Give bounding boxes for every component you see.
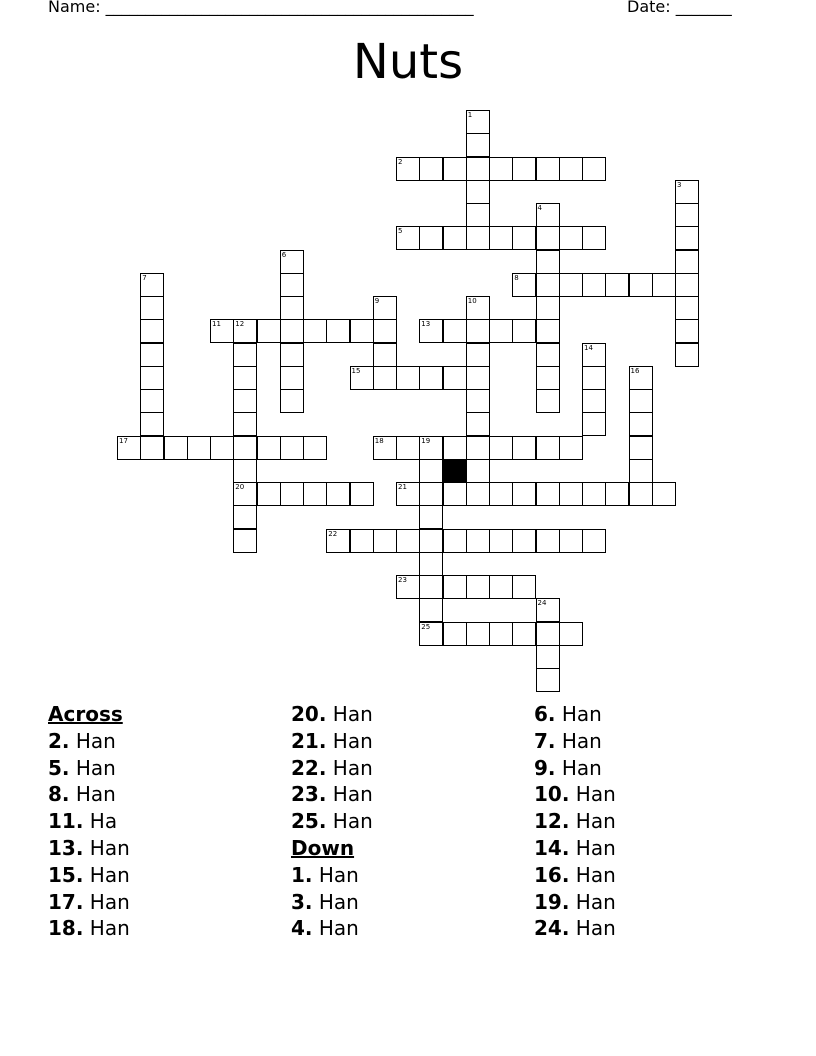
grid-cell[interactable]: [140, 389, 164, 413]
grid-cell[interactable]: [629, 412, 653, 436]
grid-cell[interactable]: [233, 389, 257, 413]
grid-cell[interactable]: [396, 436, 420, 460]
grid-cell[interactable]: [443, 622, 467, 646]
grid-cell[interactable]: [559, 157, 583, 181]
grid-cell[interactable]: [233, 366, 257, 390]
grid-cell[interactable]: [466, 157, 490, 181]
clue-number: 23: [398, 576, 407, 584]
clue-number: 15: [351, 366, 361, 375]
clue-down-1: 1. Han: [291, 862, 359, 887]
grid-cell[interactable]: [233, 319, 257, 343]
grid-cell[interactable]: [396, 226, 420, 250]
grid-cell[interactable]: [466, 436, 490, 460]
grid-cell[interactable]: [559, 482, 583, 506]
grid-cell[interactable]: [675, 343, 699, 367]
grid-cell[interactable]: [536, 529, 560, 553]
grid-cell[interactable]: [350, 482, 374, 506]
grid-cell[interactable]: [350, 366, 374, 390]
grid-cell[interactable]: [280, 436, 304, 460]
grid-cell[interactable]: [280, 366, 304, 390]
clue-number: 9: [374, 297, 380, 305]
grid-cell[interactable]: [303, 319, 327, 343]
clue-number: 17: [119, 436, 128, 445]
clue-number: 14: [584, 343, 593, 352]
clue-down-4: 4. Han: [291, 916, 359, 941]
grid-cell[interactable]: [489, 157, 513, 181]
grid-cell[interactable]: [419, 575, 443, 599]
clue-across-23: 23. Han: [291, 782, 373, 807]
clue-number: 18: [374, 436, 384, 445]
grid-cell[interactable]: [512, 273, 536, 297]
grid-cell[interactable]: [466, 180, 490, 204]
clue-down-12: 12. Han: [534, 809, 616, 834]
clue-number: 3: [677, 180, 682, 189]
grid-cell[interactable]: [489, 622, 513, 646]
grid-cell[interactable]: [419, 436, 443, 460]
grid-cell[interactable]: [536, 482, 560, 506]
grid-cell[interactable]: [512, 529, 536, 553]
grid-cell[interactable]: [582, 273, 606, 297]
clue-across-22: 22. Han: [291, 755, 373, 780]
grid-cell[interactable]: [233, 529, 257, 553]
grid-cell[interactable]: [280, 273, 304, 297]
grid-cell[interactable]: [536, 436, 560, 460]
grid-cell[interactable]: [629, 482, 653, 506]
grid-cell[interactable]: [652, 482, 676, 506]
clue-down-14: 14. Han: [534, 835, 616, 860]
clue-down-16: 16. Han: [534, 862, 616, 887]
clue-down-7: 7. Han: [534, 728, 602, 753]
grid-cell[interactable]: [419, 622, 443, 646]
grid-cell[interactable]: [419, 366, 443, 390]
grid-cell[interactable]: [443, 157, 467, 181]
clue-number: 10: [467, 297, 477, 305]
clue-number: 1: [467, 111, 473, 119]
grid-cell[interactable]: [210, 319, 234, 343]
grid-cell[interactable]: [466, 343, 490, 367]
grid-cell[interactable]: [373, 436, 397, 460]
clue-across-11: 11. Ha: [48, 809, 118, 834]
grid-cell[interactable]: [419, 598, 443, 622]
grid-cell[interactable]: [373, 296, 397, 320]
clue-column-1: [48, 701, 130, 942]
grid-cell[interactable]: [419, 505, 443, 529]
clue-across-2: 2. Han: [48, 728, 116, 753]
clue-number: 21: [398, 483, 407, 491]
clue-across-8: 8. Han: [48, 782, 116, 807]
grid-cell[interactable]: [559, 529, 583, 553]
grid-cell[interactable]: [233, 482, 257, 506]
clue-down-9: 9. Han: [534, 755, 602, 780]
grid-cell[interactable]: [326, 529, 350, 553]
page-title: Nuts: [352, 34, 464, 90]
grid-cell[interactable]: [629, 459, 653, 483]
grid-cell[interactable]: [350, 319, 374, 343]
grid-cell[interactable]: [536, 296, 560, 320]
grid-cell[interactable]: [257, 319, 281, 343]
clue-down-19: 19. Han: [534, 889, 616, 914]
grid-cell[interactable]: [582, 529, 606, 553]
grid-cell[interactable]: [140, 436, 164, 460]
grid-cell[interactable]: [233, 436, 257, 460]
grid-cell[interactable]: [233, 459, 257, 483]
grid-cell[interactable]: [675, 319, 699, 343]
name-field-label: Name: ______________________________________________: [48, 0, 474, 16]
grid-cell[interactable]: [303, 482, 327, 506]
grid-cell[interactable]: [512, 157, 536, 181]
grid-cell[interactable]: [419, 459, 443, 483]
clue-number: 22: [328, 529, 338, 538]
grid-cell[interactable]: [536, 622, 560, 646]
grid-cell[interactable]: [373, 343, 397, 367]
grid-cell[interactable]: [466, 366, 490, 390]
grid-cell[interactable]: [350, 529, 374, 553]
clue-down-10: 10. Han: [534, 782, 616, 807]
grid-cell[interactable]: [675, 296, 699, 320]
grid-cell[interactable]: [652, 273, 676, 297]
grid-cell[interactable]: [512, 622, 536, 646]
grid-cell[interactable]: [280, 296, 304, 320]
clue-number: 13: [421, 320, 431, 329]
grid-cell[interactable]: [582, 412, 606, 436]
grid-cell[interactable]: [489, 482, 513, 506]
grid-cell[interactable]: [466, 575, 490, 599]
grid-cell[interactable]: [489, 436, 513, 460]
grid-cell[interactable]: [629, 436, 653, 460]
grid-cell[interactable]: [140, 273, 164, 297]
grid-cell[interactable]: [536, 157, 560, 181]
clue-across-5: 5. Han: [48, 755, 116, 780]
clue-number: 12: [235, 320, 245, 329]
grid-cell[interactable]: [443, 575, 467, 599]
clue-number: 11: [212, 320, 221, 329]
grid-cell[interactable]: [443, 482, 467, 506]
grid-cell[interactable]: [466, 133, 490, 157]
grid-cell[interactable]: [419, 482, 443, 506]
clue-number: 8: [514, 273, 519, 282]
clue-across-15: 15. Han: [48, 862, 130, 887]
clue-number: 7: [142, 273, 147, 282]
grid-cell[interactable]: [489, 575, 513, 599]
grid-cell[interactable]: [675, 180, 699, 204]
grid-cell[interactable]: [140, 366, 164, 390]
grid-cell[interactable]: [536, 343, 560, 367]
grid-cell[interactable]: [466, 110, 490, 134]
grid-cell[interactable]: [373, 366, 397, 390]
grid-cell[interactable]: [489, 319, 513, 343]
grid-cell[interactable]: [280, 250, 304, 274]
clue-across-18: 18. Han: [48, 916, 130, 941]
grid-cell[interactable]: [443, 436, 467, 460]
grid-cell[interactable]: [466, 622, 490, 646]
grid-cell[interactable]: [280, 343, 304, 367]
grid-cell[interactable]: [419, 319, 443, 343]
grid-cell[interactable]: [373, 529, 397, 553]
grid-cell[interactable]: [326, 319, 350, 343]
grid-cell[interactable]: [187, 436, 211, 460]
grid-cell[interactable]: [582, 389, 606, 413]
grid-cell[interactable]: [582, 366, 606, 390]
grid-cell[interactable]: [536, 645, 560, 669]
clue-number: 25: [421, 622, 431, 631]
grid-cell[interactable]: [536, 389, 560, 413]
grid-cell[interactable]: [559, 436, 583, 460]
grid-cell[interactable]: [396, 366, 420, 390]
grid-cell[interactable]: [419, 157, 443, 181]
clue-number: 5: [398, 227, 403, 236]
clue-across-25: 25. Han: [291, 809, 373, 834]
grid-cell[interactable]: [257, 436, 281, 460]
grid-cell[interactable]: [140, 319, 164, 343]
grid-cell[interactable]: [605, 482, 629, 506]
across-heading: Across: [48, 702, 123, 726]
grid-cell[interactable]: [396, 482, 420, 506]
clue-across-20: 20. Han: [291, 702, 373, 726]
grid-cell[interactable]: [512, 482, 536, 506]
grid-cell[interactable]: [280, 319, 304, 343]
grid-cell[interactable]: [396, 575, 420, 599]
grid-cell[interactable]: [629, 273, 653, 297]
clue-number: 6: [281, 250, 287, 259]
grid-cell[interactable]: [582, 482, 606, 506]
grid-cell[interactable]: [466, 412, 490, 436]
clue-number: 4: [537, 204, 542, 212]
grid-cell[interactable]: [629, 366, 653, 390]
clue-down-24: 24. Han: [534, 916, 616, 941]
black-square: [443, 459, 467, 483]
grid-cell[interactable]: [536, 226, 560, 250]
grid-cell[interactable]: [257, 482, 281, 506]
grid-cell[interactable]: [233, 505, 257, 529]
grid-cell[interactable]: [233, 343, 257, 367]
grid-cell[interactable]: [489, 226, 513, 250]
grid-cell[interactable]: [396, 529, 420, 553]
grid-cell[interactable]: [373, 319, 397, 343]
grid-cell[interactable]: [536, 668, 560, 692]
grid-cell[interactable]: [536, 250, 560, 274]
grid-cell[interactable]: [280, 389, 304, 413]
grid-cell[interactable]: [512, 319, 536, 343]
clue-column-3: [534, 701, 616, 942]
grid-cell[interactable]: [443, 529, 467, 553]
clue-number: 2: [398, 157, 403, 166]
grid-cell[interactable]: [582, 157, 606, 181]
grid-cell[interactable]: [443, 319, 467, 343]
grid-cell[interactable]: [466, 296, 490, 320]
clue-number: 16: [630, 366, 640, 375]
grid-cell[interactable]: [396, 157, 420, 181]
grid-cell[interactable]: [559, 273, 583, 297]
grid-cell[interactable]: [164, 436, 188, 460]
grid-cell[interactable]: [536, 319, 560, 343]
grid-cell[interactable]: [419, 552, 443, 576]
grid-cell[interactable]: [140, 412, 164, 436]
clue-number: 19: [421, 436, 431, 445]
grid-cell[interactable]: [536, 366, 560, 390]
grid-cell[interactable]: [536, 273, 560, 297]
grid-cell[interactable]: [512, 226, 536, 250]
grid-cell[interactable]: [326, 482, 350, 506]
clue-number: 24: [537, 599, 547, 608]
grid-cell[interactable]: [466, 529, 490, 553]
grid-cell[interactable]: [466, 482, 490, 506]
grid-cell[interactable]: [536, 203, 560, 227]
grid-cell[interactable]: [466, 459, 490, 483]
grid-cell[interactable]: [629, 389, 653, 413]
clue-across-13: 13. Han: [48, 835, 130, 860]
grid-cell[interactable]: [419, 529, 443, 553]
grid-cell[interactable]: [280, 482, 304, 506]
clue-number: 20: [235, 483, 245, 491]
down-heading: Down: [291, 835, 355, 860]
grid-cell[interactable]: [303, 436, 327, 460]
grid-cell[interactable]: [559, 226, 583, 250]
grid-cell[interactable]: [675, 273, 699, 297]
grid-cell[interactable]: [466, 319, 490, 343]
grid-cell[interactable]: [210, 436, 234, 460]
date-field-label: Date: _______: [627, 0, 732, 16]
grid-cell[interactable]: [443, 226, 467, 250]
grid-cell[interactable]: [675, 226, 699, 250]
grid-cell[interactable]: [582, 343, 606, 367]
clue-column-2: [291, 701, 373, 942]
grid-cell[interactable]: [559, 622, 583, 646]
grid-cell[interactable]: [419, 226, 443, 250]
grid-cell[interactable]: [675, 250, 699, 274]
clue-across-21: 21. Han: [291, 728, 373, 753]
grid-cell[interactable]: [489, 529, 513, 553]
grid-cell[interactable]: [512, 436, 536, 460]
grid-cell[interactable]: [233, 412, 257, 436]
grid-cell[interactable]: [140, 343, 164, 367]
grid-cell[interactable]: [582, 226, 606, 250]
grid-cell[interactable]: [512, 575, 536, 599]
clue-down-6: 6. Han: [534, 702, 602, 726]
clue-across-17: 17. Han: [48, 889, 130, 914]
grid-cell[interactable]: [605, 273, 629, 297]
grid-cell[interactable]: [466, 203, 490, 227]
grid-cell[interactable]: [443, 366, 467, 390]
grid-cell[interactable]: [140, 296, 164, 320]
grid-cell[interactable]: [675, 203, 699, 227]
clue-down-3: 3. Han: [291, 889, 359, 914]
grid-cell[interactable]: [117, 436, 141, 460]
grid-cell[interactable]: [536, 598, 560, 622]
grid-cell[interactable]: [466, 226, 490, 250]
grid-cell[interactable]: [466, 389, 490, 413]
